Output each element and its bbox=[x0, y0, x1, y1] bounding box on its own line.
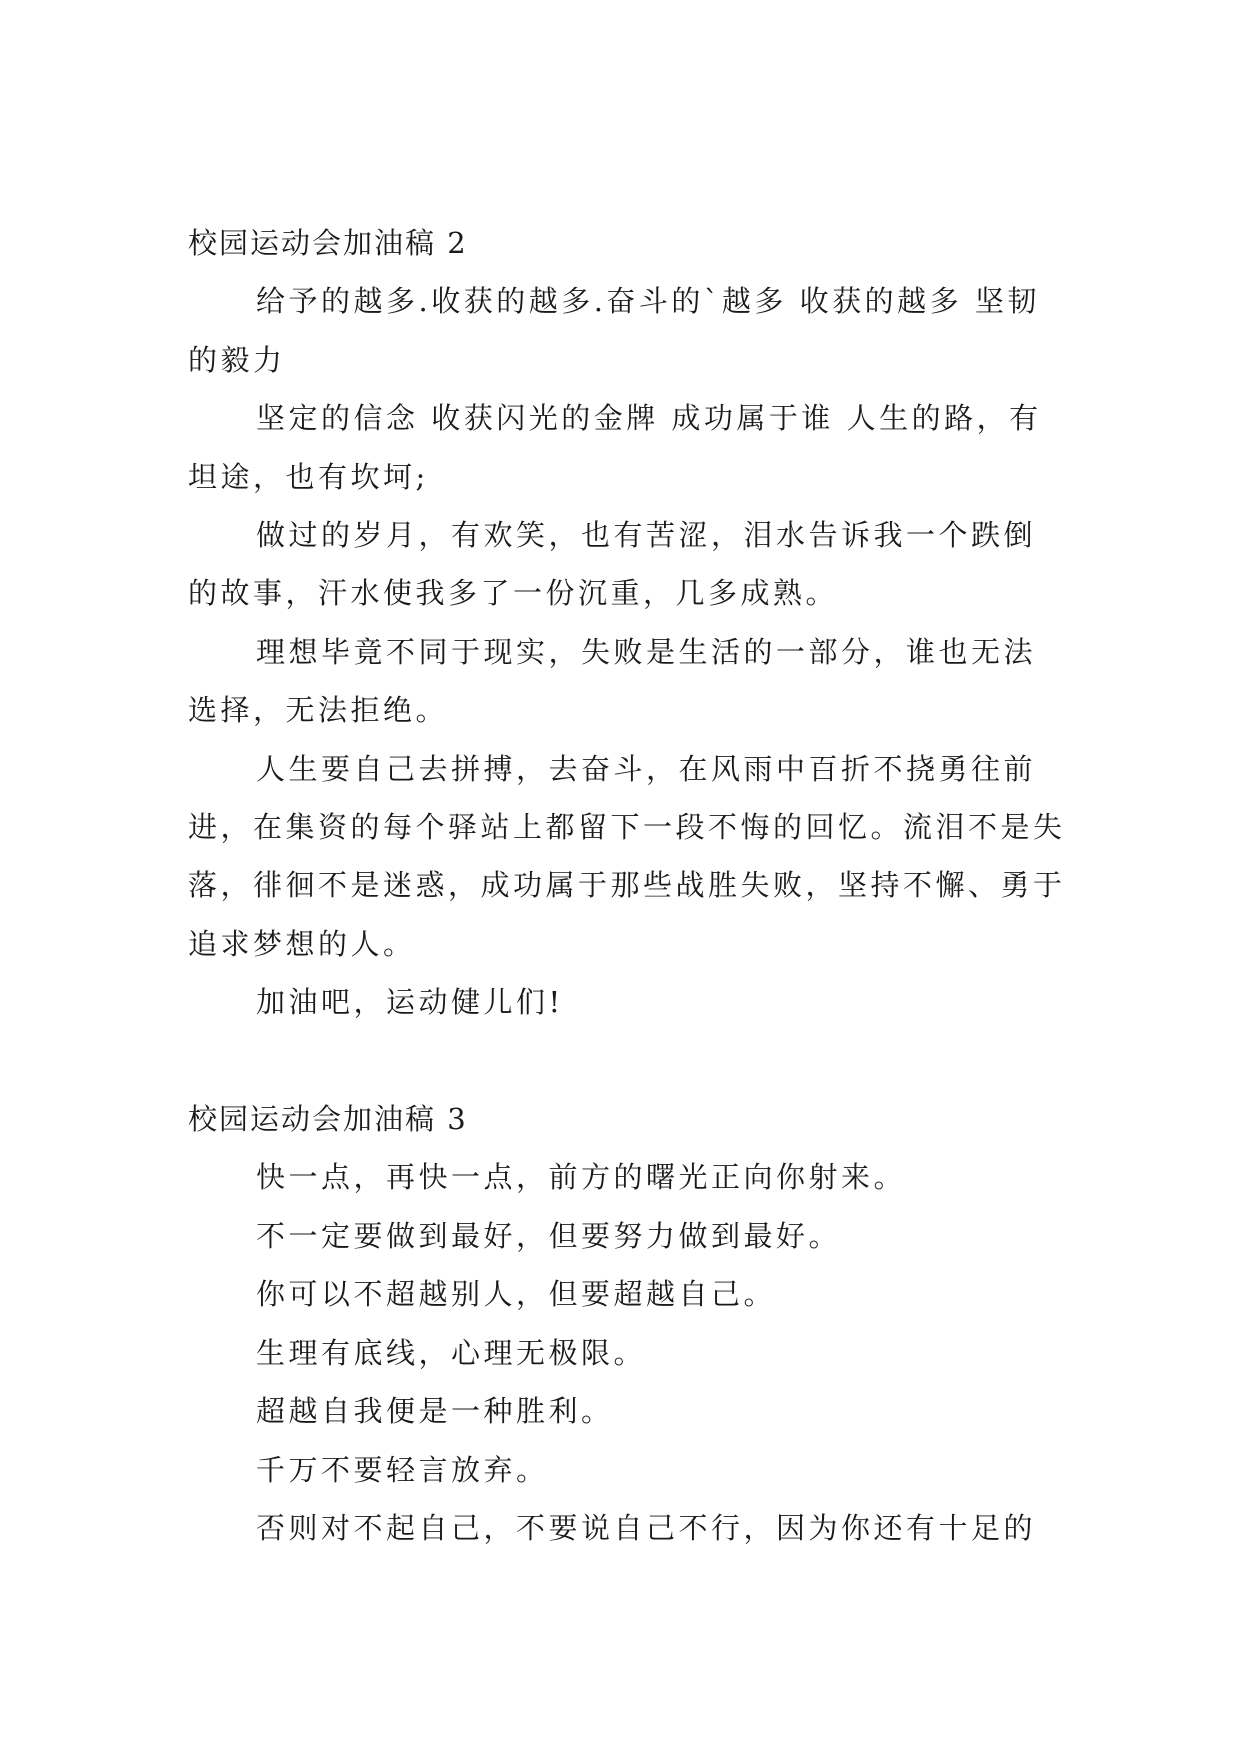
section-3-title: 校园运动会加油稿 3 bbox=[188, 1102, 468, 1137]
section-3-paragraph-2: 不一定要做到最好，但要努力做到最好。 bbox=[256, 1218, 842, 1253]
section-2-paragraph-2: 坚定的信念 收获闪光的金牌 成功属于谁 人生的路，有坦途，也有坎坷; bbox=[188, 401, 1042, 494]
section-2-paragraph-1: 给予的越多.收获的越多.奋斗的`越多 收获的越多 坚韧的毅力 bbox=[188, 284, 1040, 377]
section-3-paragraph-5: 超越自我便是一种胜利。 bbox=[256, 1394, 614, 1429]
section-3-paragraph-7: 否则对不起自己，不要说自己不行，因为你还有十足的 bbox=[256, 1510, 1037, 1545]
section-3-paragraph-4: 生理有底线，心理无极限。 bbox=[256, 1335, 647, 1370]
document-body bbox=[188, 214, 1068, 1557]
section-2-paragraph-3: 做过的岁月，有欢笑，也有苦涩，泪水告诉我一个跌倒的故事，汗水使我多了一份沉重，几多成熟。 bbox=[188, 518, 1037, 611]
section-3-paragraph-6: 千万不要轻言放弃。 bbox=[256, 1452, 549, 1487]
section-divider-space bbox=[188, 1032, 1068, 1090]
section-3-paragraph-3: 你可以不超越别人，但要超越自己。 bbox=[256, 1277, 777, 1312]
section-2-paragraph-4: 理想毕竟不同于现实，失败是生活的一部分，谁也无法选择，无法拒绝。 bbox=[188, 634, 1037, 728]
section-2-paragraph-6: 加油吧，运动健儿们! bbox=[256, 985, 564, 1020]
section-3-paragraph-1: 快一点，再快一点，前方的曙光正向你射来。 bbox=[256, 1160, 907, 1195]
section-2-paragraph-5: 人生要自己去拼搏，去奋斗，在风雨中百折不挠勇往前进，在集资的每个驿站上都留下一段不悔的回忆。流泪不是失落，徘徊不是迷惑，成功属于那些战胜失败，坚持不懈、勇于追求梦想的人。 bbox=[188, 751, 1066, 961]
section-2-title: 校园运动会加油稿 2 bbox=[188, 226, 468, 260]
